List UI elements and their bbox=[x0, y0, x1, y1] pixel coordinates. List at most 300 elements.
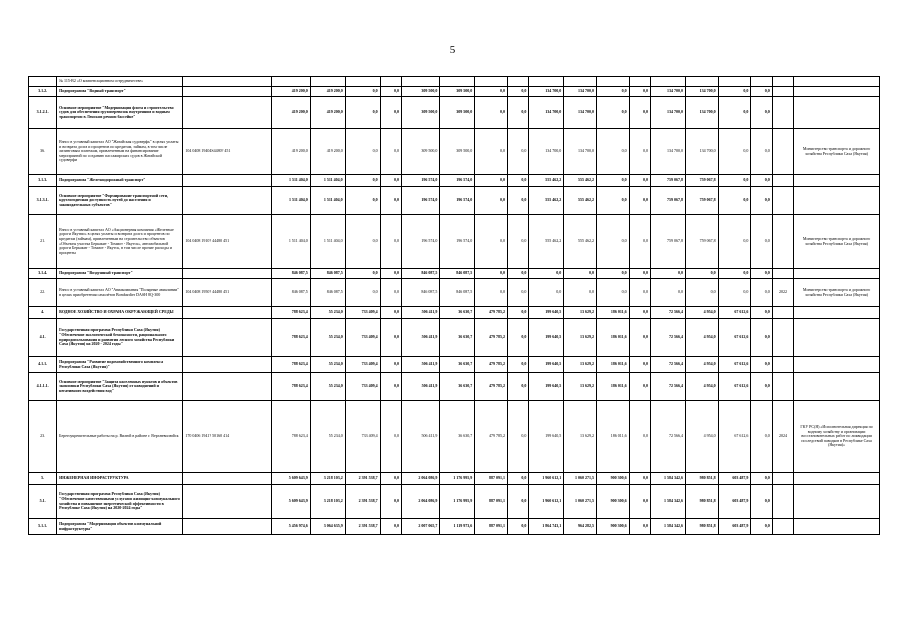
amount-cell: 555 462,2 bbox=[529, 187, 564, 215]
amount-cell: 0,0 bbox=[751, 279, 772, 307]
amount-cell: 134 700,0 bbox=[564, 97, 597, 129]
amount-cell: 1 119 973,6 bbox=[440, 519, 475, 535]
amount-cell: 0,0 bbox=[345, 175, 380, 187]
row-name-cell: Подпрограмма "Воздушный транспорт" bbox=[57, 269, 183, 279]
amount-cell bbox=[475, 77, 508, 87]
amount-cell: 1 960 612,1 bbox=[529, 473, 564, 485]
amount-cell: 555 462,2 bbox=[564, 187, 597, 215]
table-row bbox=[29, 77, 880, 87]
amount-cell: 1 960 612,1 bbox=[529, 485, 564, 519]
amount-cell: 0,0 bbox=[507, 269, 528, 279]
amount-cell: 980 851,8 bbox=[685, 519, 718, 535]
amount-cell: 0,0 bbox=[564, 269, 597, 279]
year-cell bbox=[772, 485, 793, 519]
budget-code-cell: 104 0408 19404S4480? 451 bbox=[183, 129, 272, 175]
amount-cell: 36 630,7 bbox=[440, 373, 475, 401]
amount-cell: 36 630,7 bbox=[440, 307, 475, 319]
amount-cell bbox=[596, 77, 629, 87]
amount-cell: 0,0 bbox=[475, 279, 508, 307]
amount-cell: 846 087,5 bbox=[440, 279, 475, 307]
amount-cell: 733 409,4 bbox=[345, 357, 380, 373]
year-cell bbox=[772, 129, 793, 175]
amount-cell: 186 011,6 bbox=[596, 373, 629, 401]
amount-cell bbox=[345, 77, 380, 87]
amount-cell: 1 176 995,9 bbox=[440, 485, 475, 519]
amount-cell: 900 300,6 bbox=[596, 485, 629, 519]
amount-cell: 196 574,0 bbox=[402, 175, 440, 187]
amount-cell: 733 409,4 bbox=[345, 307, 380, 319]
row-number-cell: 3.1.3.1. bbox=[29, 187, 57, 215]
amount-cell: 0,0 bbox=[475, 97, 508, 129]
amount-cell: 0,0 bbox=[629, 97, 650, 129]
amount-cell bbox=[310, 77, 345, 87]
amount-cell: 134 700,0 bbox=[564, 129, 597, 175]
amount-cell: 846 087,5 bbox=[402, 279, 440, 307]
amount-cell: 134 700,0 bbox=[685, 87, 718, 97]
amount-cell: 55 234,0 bbox=[310, 319, 345, 357]
amount-cell: 0,0 bbox=[507, 473, 528, 485]
table-row bbox=[29, 175, 880, 187]
table-row bbox=[29, 319, 880, 357]
amount-cell: 55 234,0 bbox=[310, 373, 345, 401]
amount-cell: 196 574,0 bbox=[440, 187, 475, 215]
amount-cell: 199 640,5 bbox=[529, 373, 564, 401]
amount-cell: 199 640,5 bbox=[529, 401, 564, 473]
amount-cell: 0,0 bbox=[718, 87, 751, 97]
amount-cell: 0,0 bbox=[529, 269, 564, 279]
amount-cell: 0,0 bbox=[629, 519, 650, 535]
row-name-cell: ИНЖЕНЕРНАЯ ИНФРАСТРУКТУРА bbox=[57, 473, 183, 485]
amount-cell: 0,0 bbox=[596, 129, 629, 175]
amount-cell bbox=[380, 77, 401, 87]
amount-cell: 55 234,0 bbox=[310, 307, 345, 319]
year-cell bbox=[772, 87, 793, 97]
amount-cell: 196 574,0 bbox=[402, 215, 440, 269]
amount-cell: 0,0 bbox=[596, 269, 629, 279]
amount-cell bbox=[651, 77, 686, 87]
executor-cell bbox=[794, 485, 880, 519]
amount-cell: 900 300,6 bbox=[596, 473, 629, 485]
row-number-cell: 4.1.1. bbox=[29, 357, 57, 373]
amount-cell: 134 700,0 bbox=[529, 129, 564, 175]
amount-cell: 186 011,6 bbox=[596, 307, 629, 319]
amount-cell: 0,0 bbox=[596, 279, 629, 307]
amount-cell: 72 566,4 bbox=[651, 401, 686, 473]
amount-cell: 0,0 bbox=[629, 269, 650, 279]
executor-cell bbox=[794, 373, 880, 401]
amount-cell: 309 500,0 bbox=[402, 129, 440, 175]
amount-cell: 0,0 bbox=[718, 279, 751, 307]
amount-cell: 506 411,9 bbox=[402, 373, 440, 401]
amount-cell: 0,0 bbox=[751, 401, 772, 473]
budget-code-cell bbox=[183, 473, 272, 485]
amount-cell: 1 584 342,6 bbox=[651, 473, 686, 485]
table-row bbox=[29, 279, 880, 307]
budget-code-cell bbox=[183, 357, 272, 373]
amount-cell: 36 630,7 bbox=[440, 319, 475, 357]
amount-cell: 603 487,9 bbox=[718, 473, 751, 485]
amount-cell: 0,0 bbox=[685, 279, 718, 307]
amount-cell: 134 700,0 bbox=[529, 97, 564, 129]
year-cell bbox=[772, 307, 793, 319]
amount-cell: 13 629,2 bbox=[564, 357, 597, 373]
amount-cell: 788 623,4 bbox=[272, 357, 310, 373]
amount-cell: 0,0 bbox=[685, 269, 718, 279]
amount-cell: 2 391 538,7 bbox=[345, 519, 380, 535]
amount-cell: 0,0 bbox=[507, 129, 528, 175]
executor-cell bbox=[794, 87, 880, 97]
amount-cell: 0,0 bbox=[380, 373, 401, 401]
amount-cell: 603 487,9 bbox=[718, 519, 751, 535]
amount-cell: 0,0 bbox=[629, 357, 650, 373]
amount-cell: 1 511 404,0 bbox=[310, 175, 345, 187]
amount-cell: 846 087,5 bbox=[310, 269, 345, 279]
amount-cell: 0,0 bbox=[345, 279, 380, 307]
amount-cell: 72 566,4 bbox=[651, 357, 686, 373]
year-cell bbox=[772, 187, 793, 215]
amount-cell: 309 500,0 bbox=[402, 97, 440, 129]
executor-cell: ГКУ РС(Я) «Исполнительная дирекция по водному хозяйству и организации восстановительных работ по ликвидации последствий паводков в Республике Саха (Якутия)» bbox=[794, 401, 880, 473]
amount-cell: 887 091,1 bbox=[475, 473, 508, 485]
amount-cell: 134 700,0 bbox=[651, 129, 686, 175]
amount-cell: 479 785,2 bbox=[475, 307, 508, 319]
amount-cell: 5 609 643,9 bbox=[272, 473, 310, 485]
amount-cell: 2 391 538,7 bbox=[345, 473, 380, 485]
budget-code-cell bbox=[183, 97, 272, 129]
table-row bbox=[29, 187, 880, 215]
row-name-cell: № 115-В2 «О компенсационном сотрудничестве» bbox=[57, 77, 183, 87]
amount-cell: 0,0 bbox=[475, 129, 508, 175]
amount-cell: 0,0 bbox=[507, 373, 528, 401]
amount-cell bbox=[685, 77, 718, 87]
executor-cell bbox=[794, 357, 880, 373]
amount-cell: 0,0 bbox=[751, 319, 772, 357]
amount-cell: 900 300,6 bbox=[596, 519, 629, 535]
amount-cell: 419 200,0 bbox=[272, 97, 310, 129]
amount-cell: 733 409,4 bbox=[345, 401, 380, 473]
amount-cell: 0,0 bbox=[507, 485, 528, 519]
amount-cell: 1 176 995,9 bbox=[440, 473, 475, 485]
amount-cell: 0,0 bbox=[629, 87, 650, 97]
row-number-cell: 3.1.2. bbox=[29, 87, 57, 97]
amount-cell: 733 409,4 bbox=[345, 373, 380, 401]
executor-cell bbox=[794, 473, 880, 485]
amount-cell: 2 064 086,9 bbox=[402, 485, 440, 519]
amount-cell: 4 954,0 bbox=[685, 357, 718, 373]
budget-code-cell bbox=[183, 269, 272, 279]
row-name-cell: Основное мероприятие "Защита населенных пунктов и объектов экономики Республики Саха (Якутия) от наводнений и негативного воздействия вод" bbox=[57, 373, 183, 401]
amount-cell: 0,0 bbox=[529, 279, 564, 307]
year-cell bbox=[772, 473, 793, 485]
amount-cell: 1 511 404,0 bbox=[272, 175, 310, 187]
amount-cell: 759 067,8 bbox=[685, 175, 718, 187]
row-name-cell: Берегоукрепительные работы на р. Вилюй в районе г. Верхневилюйск bbox=[57, 401, 183, 473]
amount-cell: 846 087,5 bbox=[272, 269, 310, 279]
amount-cell: 759 067,8 bbox=[651, 215, 686, 269]
row-number-cell: 5.1. bbox=[29, 485, 57, 519]
row-number-cell: 3.1.4. bbox=[29, 269, 57, 279]
amount-cell: 0,0 bbox=[380, 187, 401, 215]
amount-cell: 134 700,0 bbox=[651, 87, 686, 97]
amount-cell: 1 511 404,0 bbox=[310, 187, 345, 215]
amount-cell: 0,0 bbox=[751, 129, 772, 175]
amount-cell: 67 612,6 bbox=[718, 373, 751, 401]
amount-cell: 0,0 bbox=[651, 269, 686, 279]
amount-cell: 186 011,6 bbox=[596, 357, 629, 373]
amount-cell: 199 640,5 bbox=[529, 307, 564, 319]
budget-code-cell bbox=[183, 187, 272, 215]
amount-cell: 0,0 bbox=[380, 307, 401, 319]
amount-cell: 0,0 bbox=[751, 373, 772, 401]
amount-cell bbox=[751, 77, 772, 87]
amount-cell: 479 785,2 bbox=[475, 319, 508, 357]
executor-cell: Министерство транспорта и дорожного хозяйства Республики Саха (Якутия) bbox=[794, 279, 880, 307]
amount-cell: 759 067,8 bbox=[651, 187, 686, 215]
amount-cell: 980 851,8 bbox=[685, 473, 718, 485]
amount-cell: 0,0 bbox=[751, 175, 772, 187]
executor-cell: Министерство транспорта и дорожного хозяйства Республики Саха (Якутия) bbox=[794, 215, 880, 269]
year-cell bbox=[772, 519, 793, 535]
amount-cell: 0,0 bbox=[596, 97, 629, 129]
amount-cell bbox=[529, 77, 564, 87]
amount-cell: 0,0 bbox=[380, 473, 401, 485]
budget-code-cell bbox=[183, 485, 272, 519]
amount-cell: 0,0 bbox=[345, 215, 380, 269]
year-cell bbox=[772, 269, 793, 279]
amount-cell bbox=[402, 77, 440, 87]
row-number-cell: 4. bbox=[29, 307, 57, 319]
amount-cell: 0,0 bbox=[629, 307, 650, 319]
budget-code-cell: 104 0408 1950? 44480 451 bbox=[183, 279, 272, 307]
amount-cell: 0,0 bbox=[718, 175, 751, 187]
amount-cell: 67 612,6 bbox=[718, 307, 751, 319]
amount-cell: 13 629,2 bbox=[564, 401, 597, 473]
amount-cell: 0,0 bbox=[751, 269, 772, 279]
amount-cell: 1 511 404,0 bbox=[310, 215, 345, 269]
table-row bbox=[29, 473, 880, 485]
amount-cell: 419 200,0 bbox=[272, 129, 310, 175]
amount-cell: 0,0 bbox=[718, 97, 751, 129]
row-name-cell: Взнос в уставный капитал АО «Акционерная компания «Железные дороги Якутии» в целях уплаты и возврата долга и процентов по кредитам (займам), привлеченным на строительство объектов «Объекты участка Беркакит - Томмот - Якутск», автомобильной дороги Беркакит - Томмот - Якутск, в том числе прочие расходы и проценты bbox=[57, 215, 183, 269]
row-number-cell: 21. bbox=[29, 215, 57, 269]
row-number-cell: 23. bbox=[29, 401, 57, 473]
amount-cell: 0,0 bbox=[380, 519, 401, 535]
table-row bbox=[29, 97, 880, 129]
table-row bbox=[29, 373, 880, 401]
amount-cell: 1 511 404,0 bbox=[272, 215, 310, 269]
row-number-cell bbox=[29, 77, 57, 87]
amount-cell: 0,0 bbox=[751, 519, 772, 535]
amount-cell: 0,0 bbox=[751, 187, 772, 215]
amount-cell: 0,0 bbox=[751, 215, 772, 269]
amount-cell: 1 511 404,0 bbox=[272, 187, 310, 215]
budget-table bbox=[28, 76, 880, 535]
amount-cell: 506 411,9 bbox=[402, 319, 440, 357]
amount-cell: 1 864 743,1 bbox=[529, 519, 564, 535]
amount-cell: 134 700,0 bbox=[651, 97, 686, 129]
row-name-cell: Основное мероприятие "Формирование транспортной сети, круглогодичная доступность путей до населения и законодательных субъектов" bbox=[57, 187, 183, 215]
amount-cell: 3 218 103,2 bbox=[310, 473, 345, 485]
amount-cell: 0,0 bbox=[507, 279, 528, 307]
amount-cell: 134 700,0 bbox=[529, 87, 564, 97]
amount-cell: 0,0 bbox=[475, 215, 508, 269]
amount-cell: 603 487,9 bbox=[718, 485, 751, 519]
amount-cell: 0,0 bbox=[507, 175, 528, 187]
table-row bbox=[29, 401, 880, 473]
table-row bbox=[29, 215, 880, 269]
year-cell bbox=[772, 373, 793, 401]
amount-cell: 964 282,5 bbox=[564, 519, 597, 535]
amount-cell: 134 700,0 bbox=[564, 87, 597, 97]
row-name-cell: Государственная программа Республики Саха (Якутия) "Обеспечение экологической безопасности, рационального природопользования и развития лесного хозяйства Республики Саха (Якутия) на 2020 - 2024 годы" bbox=[57, 319, 183, 357]
row-number-cell: 3.1.2.1. bbox=[29, 97, 57, 129]
amount-cell: 4 954,0 bbox=[685, 307, 718, 319]
amount-cell: 0,0 bbox=[380, 129, 401, 175]
amount-cell: 309 500,0 bbox=[440, 87, 475, 97]
budget-code-cell bbox=[183, 307, 272, 319]
amount-cell: 55 234,0 bbox=[310, 401, 345, 473]
amount-cell: 0,0 bbox=[380, 175, 401, 187]
amount-cell: 0,0 bbox=[629, 175, 650, 187]
amount-cell: 199 640,5 bbox=[529, 319, 564, 357]
amount-cell: 0,0 bbox=[380, 269, 401, 279]
amount-cell: 846 087,5 bbox=[440, 269, 475, 279]
executor-cell: Министерство транспорта и дорожного хозяйства Республики Саха (Якутия) bbox=[794, 129, 880, 175]
amount-cell: 479 785,2 bbox=[475, 373, 508, 401]
year-cell bbox=[772, 357, 793, 373]
amount-cell: 0,0 bbox=[718, 215, 751, 269]
amount-cell bbox=[629, 77, 650, 87]
amount-cell: 419 200,0 bbox=[310, 87, 345, 97]
amount-cell: 0,0 bbox=[380, 485, 401, 519]
amount-cell: 5 609 643,9 bbox=[272, 485, 310, 519]
amount-cell: 5 456 974,6 bbox=[272, 519, 310, 535]
table-row bbox=[29, 87, 880, 97]
amount-cell: 0,0 bbox=[751, 485, 772, 519]
amount-cell: 36 630,7 bbox=[440, 401, 475, 473]
amount-cell: 419 200,0 bbox=[310, 129, 345, 175]
amount-cell bbox=[440, 77, 475, 87]
amount-cell: 72 566,4 bbox=[651, 373, 686, 401]
amount-cell: 1 584 342,6 bbox=[651, 519, 686, 535]
year-cell bbox=[772, 215, 793, 269]
amount-cell: 1 060 271,5 bbox=[564, 473, 597, 485]
table-row bbox=[29, 269, 880, 279]
amount-cell: 186 011,6 bbox=[596, 319, 629, 357]
amount-cell: 0,0 bbox=[380, 401, 401, 473]
amount-cell: 0,0 bbox=[718, 187, 751, 215]
amount-cell: 555 462,2 bbox=[529, 175, 564, 187]
amount-cell: 0,0 bbox=[345, 187, 380, 215]
page-number: 5 bbox=[449, 44, 456, 56]
amount-cell: 479 785,2 bbox=[475, 401, 508, 473]
table-row bbox=[29, 129, 880, 175]
amount-cell bbox=[718, 77, 751, 87]
amount-cell: 3 218 103,2 bbox=[310, 485, 345, 519]
amount-cell: 0,0 bbox=[475, 269, 508, 279]
row-number-cell: 5. bbox=[29, 473, 57, 485]
amount-cell: 196 574,0 bbox=[440, 215, 475, 269]
amount-cell: 0,0 bbox=[596, 187, 629, 215]
amount-cell: 733 409,4 bbox=[345, 319, 380, 357]
executor-cell bbox=[794, 269, 880, 279]
amount-cell: 555 462,2 bbox=[529, 215, 564, 269]
amount-cell: 419 200,0 bbox=[310, 97, 345, 129]
amount-cell: 0,0 bbox=[380, 319, 401, 357]
amount-cell: 788 623,4 bbox=[272, 307, 310, 319]
amount-cell: 36 630,7 bbox=[440, 357, 475, 373]
amount-cell: 419 200,0 bbox=[272, 87, 310, 97]
amount-cell bbox=[272, 77, 310, 87]
budget-code-cell bbox=[183, 77, 272, 87]
amount-cell: 0,0 bbox=[507, 87, 528, 97]
amount-cell: 506 411,9 bbox=[402, 401, 440, 473]
amount-cell: 199 640,5 bbox=[529, 357, 564, 373]
amount-cell: 0,0 bbox=[380, 87, 401, 97]
row-name-cell: Взнос в уставный капитал АО "Жатайская судоверфь" в целях уплаты и возврата долга и процентов по кредитам, займам, в том числе лизинговым платежам, привлеченным на финансирование мероприятий по созданию пассажирских судов в Жатайской судоверфи bbox=[57, 129, 183, 175]
amount-cell: 759 067,8 bbox=[685, 187, 718, 215]
amount-cell: 0,0 bbox=[380, 97, 401, 129]
budget-code-cell bbox=[183, 373, 272, 401]
table-row bbox=[29, 485, 880, 519]
table-row bbox=[29, 357, 880, 373]
amount-cell bbox=[564, 77, 597, 87]
budget-code-cell bbox=[183, 319, 272, 357]
amount-cell: 555 462,2 bbox=[564, 215, 597, 269]
amount-cell: 0,0 bbox=[651, 279, 686, 307]
amount-cell: 0,0 bbox=[564, 279, 597, 307]
executor-cell bbox=[794, 307, 880, 319]
amount-cell: 196 574,0 bbox=[440, 175, 475, 187]
amount-cell: 788 623,4 bbox=[272, 319, 310, 357]
amount-cell: 555 462,2 bbox=[564, 175, 597, 187]
row-number-cell: 3.1.3. bbox=[29, 175, 57, 187]
amount-cell: 4 954,0 bbox=[685, 401, 718, 473]
amount-cell: 13 629,2 bbox=[564, 307, 597, 319]
budget-code-cell: 170 0406 1941? 50160 414 bbox=[183, 401, 272, 473]
amount-cell: 0,0 bbox=[507, 357, 528, 373]
amount-cell: 0,0 bbox=[507, 187, 528, 215]
amount-cell: 0,0 bbox=[507, 319, 528, 357]
amount-cell: 2 064 086,9 bbox=[402, 473, 440, 485]
amount-cell: 759 067,8 bbox=[651, 175, 686, 187]
row-number-cell: 4.1. bbox=[29, 319, 57, 357]
amount-cell: 980 851,8 bbox=[685, 485, 718, 519]
row-number-cell: 5.1.1. bbox=[29, 519, 57, 535]
amount-cell: 0,0 bbox=[596, 215, 629, 269]
executor-cell bbox=[794, 175, 880, 187]
amount-cell: 3 064 635,9 bbox=[310, 519, 345, 535]
year-cell bbox=[772, 97, 793, 129]
amount-cell: 67 612,6 bbox=[718, 357, 751, 373]
amount-cell: 887 091,1 bbox=[475, 519, 508, 535]
amount-cell: 309 500,0 bbox=[440, 97, 475, 129]
amount-cell: 72 566,4 bbox=[651, 319, 686, 357]
amount-cell: 0,0 bbox=[751, 97, 772, 129]
amount-cell: 4 954,0 bbox=[685, 373, 718, 401]
amount-cell: 0,0 bbox=[345, 129, 380, 175]
executor-cell bbox=[794, 97, 880, 129]
amount-cell: 196 574,0 bbox=[402, 187, 440, 215]
amount-cell: 72 566,4 bbox=[651, 307, 686, 319]
amount-cell: 0,0 bbox=[345, 97, 380, 129]
amount-cell: 846 087,5 bbox=[402, 269, 440, 279]
amount-cell: 0,0 bbox=[475, 87, 508, 97]
amount-cell: 0,0 bbox=[629, 319, 650, 357]
amount-cell: 788 623,4 bbox=[272, 373, 310, 401]
amount-cell: 67 612,6 bbox=[718, 401, 751, 473]
row-name-cell: Взнос в уставный капитал АО "Авиакомпания "Полярные авиалинии" в целях приобретения самолётов Bombardier DASH 8Q-300 bbox=[57, 279, 183, 307]
